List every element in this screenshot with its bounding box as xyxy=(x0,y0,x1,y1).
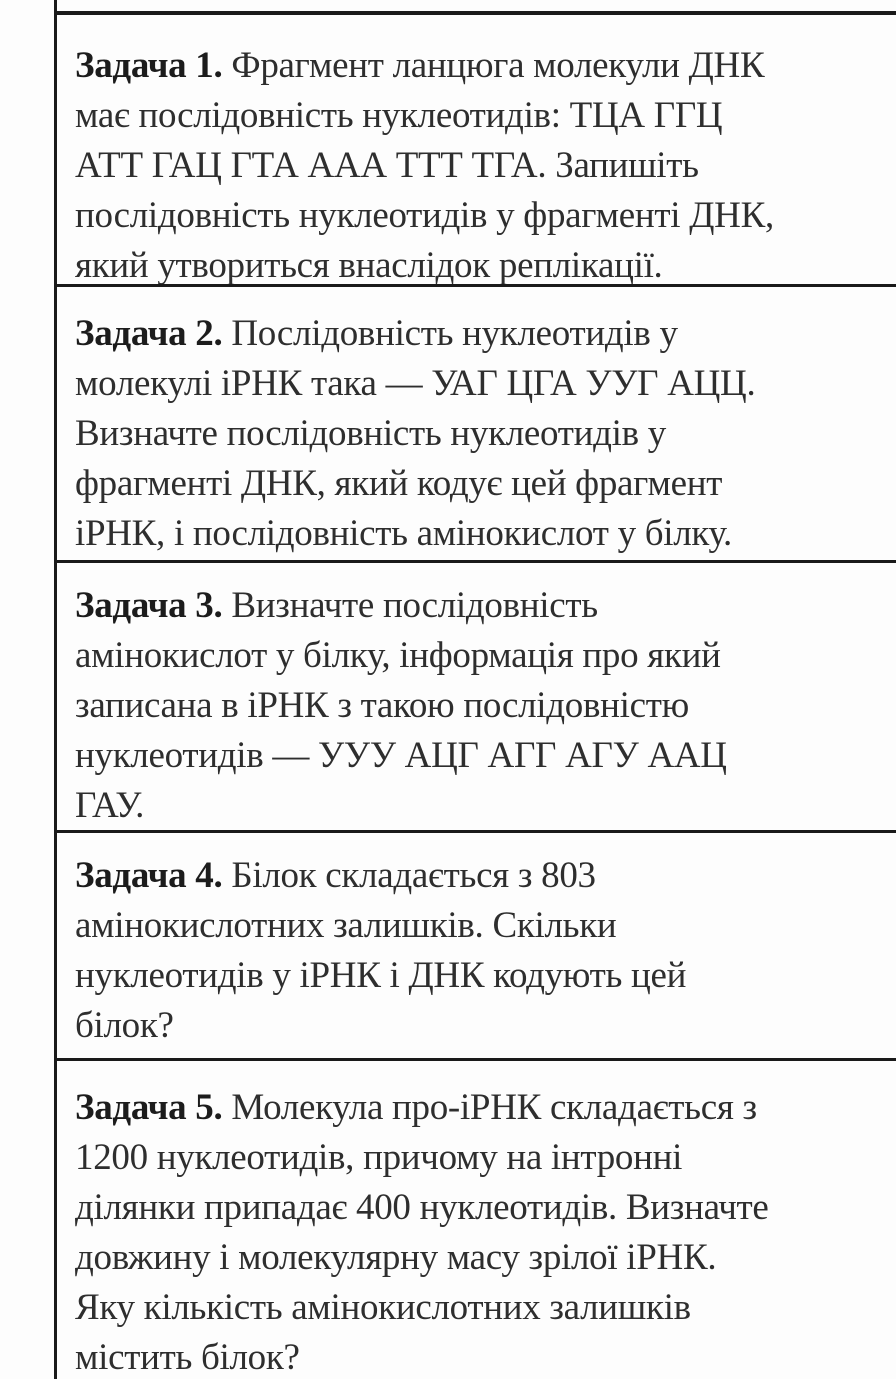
tasks-table xyxy=(54,0,896,1379)
task-3-cell xyxy=(57,560,896,832)
task-5-line-4: довжину і молекулярну масу зрілої іРНК. xyxy=(75,1237,717,1278)
task-4-line-4: білок? xyxy=(75,1005,174,1046)
task-3-line-4: нуклеотидів — УУУ АЦГ АГГ АГУ ААЦ xyxy=(75,735,727,776)
task-4-line-3: нуклеотидів у іРНК і ДНК кодують цей xyxy=(75,955,687,996)
task-1-line-2: має послідовність нуклеотидів: ТЦА ГГЦ xyxy=(75,95,723,136)
task-2-label: Задача 2. xyxy=(75,313,223,354)
task-5-line-1: Молекула про-іРНК складається з xyxy=(231,1087,757,1128)
task-2-line-3: Визначте послідовність нуклеотидів у xyxy=(75,413,666,454)
task-2-line-5: іРНК, і послідовність амінокислот у білку. xyxy=(75,513,732,554)
task-2-line-4: фрагменті ДНК, який кодує цей фрагмент xyxy=(75,463,723,504)
task-3-line-2: амінокислот у білку, інформація про який xyxy=(75,635,721,676)
task-4-label: Задача 4. xyxy=(75,855,223,896)
task-1-label: Задача 1. xyxy=(75,45,223,86)
task-2-line-2: молекулі іРНК така — УАГ ЦГА УУГ АЦЦ. xyxy=(75,363,756,404)
task-1-line-1: Фрагмент ланцюга молекули ДНК xyxy=(231,45,765,86)
task-3-line-1: Визначте послідовність xyxy=(231,585,598,626)
task-5-line-5: Яку кількість амінокислотних залишків xyxy=(75,1287,691,1328)
task-2-cell xyxy=(57,284,896,562)
task-2-line-1: Послідовність нуклеотидів у xyxy=(231,313,678,354)
task-1-line-5: який утвориться внаслідок реплікації. xyxy=(75,245,663,286)
task-5-cell xyxy=(57,1058,896,1379)
task-5-line-6: містить білок? xyxy=(75,1337,300,1378)
task-1-cell xyxy=(57,12,896,286)
task-1-line-3: АТТ ГАЦ ГТА ААА ТТТ ТГА. Запишіть xyxy=(75,145,699,186)
task-5-line-2: 1200 нуклеотидів, причому на інтронні xyxy=(75,1137,683,1178)
task-4-line-2: амінокислотних залишків. Скільки xyxy=(75,905,617,946)
task-1-line-4: послідовність нуклеотидів у фрагменті ДНК, xyxy=(75,195,774,236)
task-5-line-3: ділянки припадає 400 нуклеотидів. Визначте xyxy=(75,1187,769,1228)
task-3-line-3: записана в іРНК з такою послідовністю xyxy=(75,685,689,726)
task-3-label: Задача 3. xyxy=(75,585,223,626)
task-4-line-1: Білок складається з 803 xyxy=(231,855,596,896)
task-4-cell xyxy=(57,830,896,1060)
task-3-line-5: ГАУ. xyxy=(75,785,145,826)
task-5-label: Задача 5. xyxy=(75,1087,223,1128)
